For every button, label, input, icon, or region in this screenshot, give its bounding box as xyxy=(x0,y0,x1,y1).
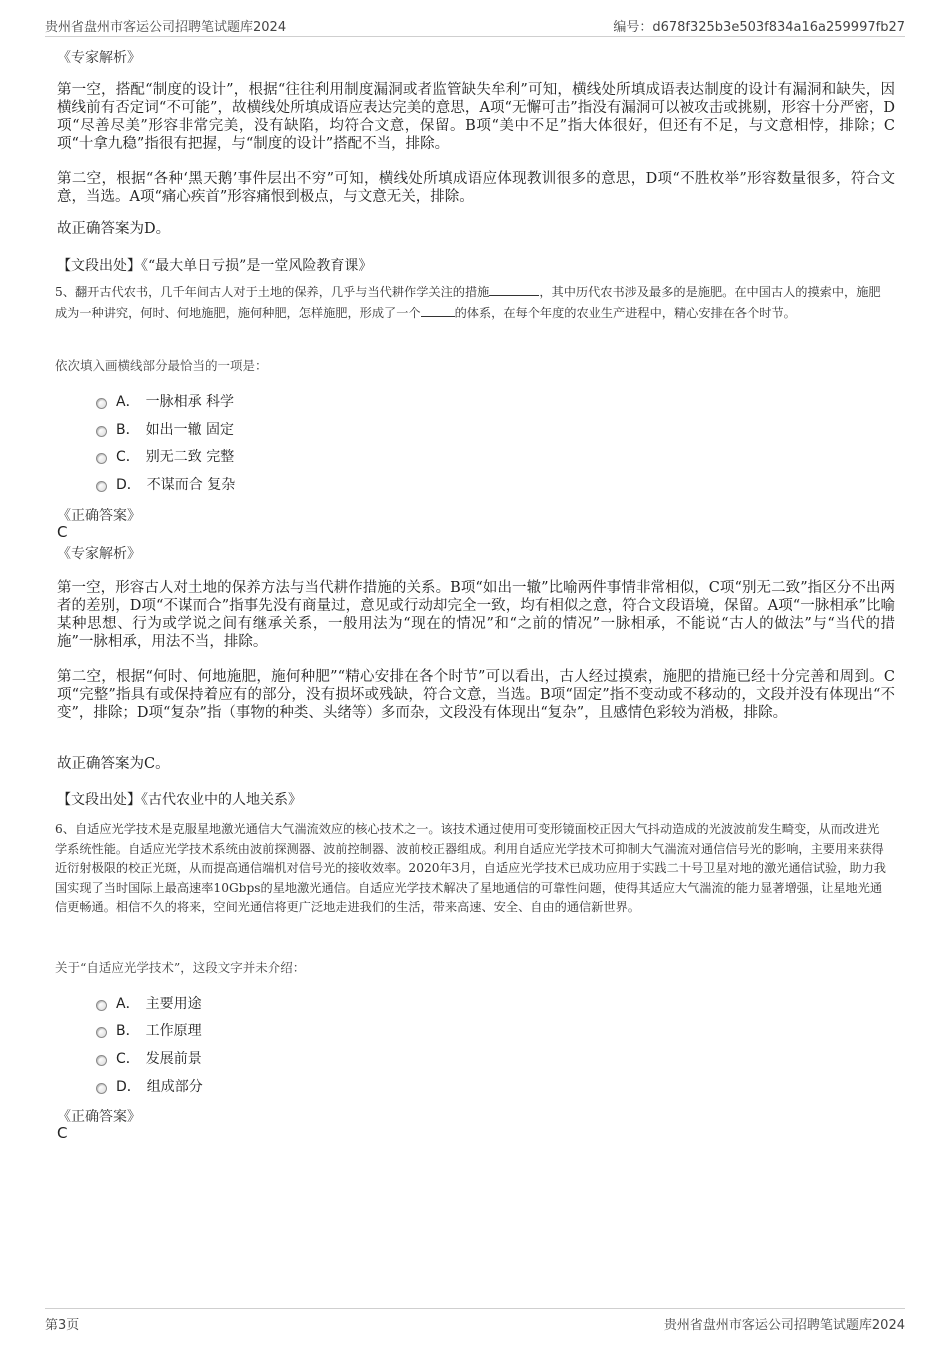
q6-question: 6、自适应光学技术是克服星地激光通信大气湍流效应的核心技术之一。该技术通过使用可变形镜面校正因大气抖动造成的光波波前发生畸变，从而改进光学系统性能。自适应光学技术系统由波前探测器、波前控制器、波前校正器组成。利用自适应光学技术可抑制大气湍流对通信信号光的影响，主要用来获得近衍射极限的校正光斑，从而提高通信端机对信号光的接收效率。2020年3月，自适应光学技术已成功应用于实践二十号卫星对地的激光通信试验，助力我国实现了当时国际上最高速率10Gbps的星地激光通信。自适应光学技术解决了星地通信的可靠性问题，使得其适应大气湍流的能力显著增强，让星地光通信更畅通。相信不久的将来，空间光通信将更广泛地走进我们的生活，带来高速、安全、自由的通信新世界。 xyxy=(55,822,886,914)
page-header xyxy=(45,14,905,37)
q4-conclusion: 故正确答案为D。 xyxy=(57,221,171,237)
radio-icon[interactable] xyxy=(96,1000,107,1011)
q5-analysis-p2: 第二空，根据“何时、何地施肥，施何种肥”“精心安排在各个时节”可以看出，古人经过摸索，施肥的措施已经十分完善和周到。C项“完整”指具有或保持着应有的部分，没有损坏或残缺，符合文意，当选。B项“固定”指不变动或不移动的，文段并没有体现出“不变”，排除；D项“复杂”指（事物的种类、头绪等）多而杂，文段没有体现出“复杂”，且感情色彩较为消极，排除。 xyxy=(57,669,895,721)
footer-title: 贵州省盘州市客运公司招聘笔试题库2024 xyxy=(663,1318,905,1333)
radio-icon[interactable] xyxy=(96,481,107,492)
header-title: 贵州省盘州市客运公司招聘笔试题库2024 xyxy=(45,20,287,35)
q5-text-a: 5、翻开古代农书，几千年间古人对于土地的保养，几乎与当代耕作学关注的措施 xyxy=(55,285,490,299)
header-code-value: d678f325b3e503f834a16a259997fb27 xyxy=(652,20,905,35)
q5-text-c: 的体系，在每个年度的农业生产进程中，精心安排在各个时节。 xyxy=(454,305,796,320)
header-code xyxy=(613,16,905,35)
q5-blank-2 xyxy=(421,303,455,317)
q5-answer: C xyxy=(57,523,68,541)
q6-answer-label: 《正确答案》 xyxy=(57,1109,141,1125)
q5-option-a[interactable]: A． 一脉相承 科学 xyxy=(96,391,234,411)
q5-text-b: ，其中历代农书涉及最多的是施肥。在中国古人的摸索中，施肥成为一种讲究，何时、何地施肥，施何种肥，怎样施肥，形成了一个 xyxy=(55,285,881,320)
radio-icon[interactable] xyxy=(96,1083,107,1094)
q4-analysis-p1: 第一空，搭配“制度的设计”，根据“往往利用制度漏洞或者监管缺失牟利”可知，横线处所填成语表达制度的设计有漏洞和缺失，因横线前有否定词“不可能”，故横线处所填成语应表达完美的意思，A项“无懈可击”指没有漏洞可以被攻击或挑剔，形容十分严密，D项“尽善尽美”形容非常完美，没有缺陷，均符合文意，保留。B项“美中不足”指大体很好，但还有不足，与文意相悖，排除；C项“十拿九稳”指很有把握，与“制度的设计”搭配不当，排除。 xyxy=(57,82,895,152)
q5-question xyxy=(55,282,891,323)
q5-expert-label: 《专家解析》 xyxy=(57,546,141,562)
radio-icon[interactable] xyxy=(96,1055,107,1066)
radio-icon[interactable] xyxy=(96,1027,107,1038)
q6-option-a[interactable]: A． 主要用途 xyxy=(96,993,202,1013)
q4-analysis-p2: 第二空，根据“各种‘黑天鹅’事件层出不穷”可知，横线处所填成语应体现教训很多的意思，D项“不胜枚举”形容数量很多，符合文意，当选。A项“痛心疾首”形容痛恨到极点，与文意无关，排除。 xyxy=(57,171,895,205)
q5-option-b[interactable]: B． 如出一辙 固定 xyxy=(96,419,234,439)
q4-source: 【文段出处】《“最大单日亏损”是一堂风险教育课》 xyxy=(57,258,373,274)
q5-blank-1 xyxy=(489,282,539,296)
radio-icon[interactable] xyxy=(96,398,107,409)
radio-icon[interactable] xyxy=(96,426,107,437)
footer-page-number: 第3页 xyxy=(45,1318,80,1333)
q5-conclusion: 故正确答案为C。 xyxy=(57,756,170,772)
q6-option-c[interactable]: C． 发展前景 xyxy=(96,1048,202,1068)
q6-instruction: 关于“自适应光学技术”，这段文字并未介绍： xyxy=(55,960,306,975)
q4-expert-label: 《专家解析》 xyxy=(57,50,141,66)
q5-option-c[interactable]: C． 别无二致 完整 xyxy=(96,446,234,466)
radio-icon[interactable] xyxy=(96,453,107,464)
q5-source: 【文段出处】《古代农业中的人地关系》 xyxy=(57,792,302,808)
q5-analysis-p1: 第一空，形容古人对土地的保养方法与当代耕作措施的关系。B项“如出一辙”比喻两件事情非常相似，C项“别无二致”指区分不出两者的差别，D项“不谋而合”指事先没有商量过，意见或行动却完全一致，均有相似之意，符合文段语境，保留。A项“一脉相承”比喻某种思想、行为或学说之间有继承关系，一般用法为“现在的情况”和“之前的情况”一脉相承，不能说“古人的做法”与“当代的措施”一脉相承，用法不当，排除。 xyxy=(57,580,895,650)
q5-instruction: 依次填入画横线部分最恰当的一项是： xyxy=(55,358,268,373)
header-code-label: 编号： xyxy=(613,20,653,35)
q5-answer-label: 《正确答案》 xyxy=(57,508,141,524)
q6-option-d[interactable]: D． 组成部分 xyxy=(96,1076,203,1096)
q6-answer: C xyxy=(57,1124,68,1142)
page-footer xyxy=(45,1308,905,1333)
q6-option-b[interactable]: B． 工作原理 xyxy=(96,1020,202,1040)
q5-option-d[interactable]: D． 不谋而合 复杂 xyxy=(96,474,235,494)
